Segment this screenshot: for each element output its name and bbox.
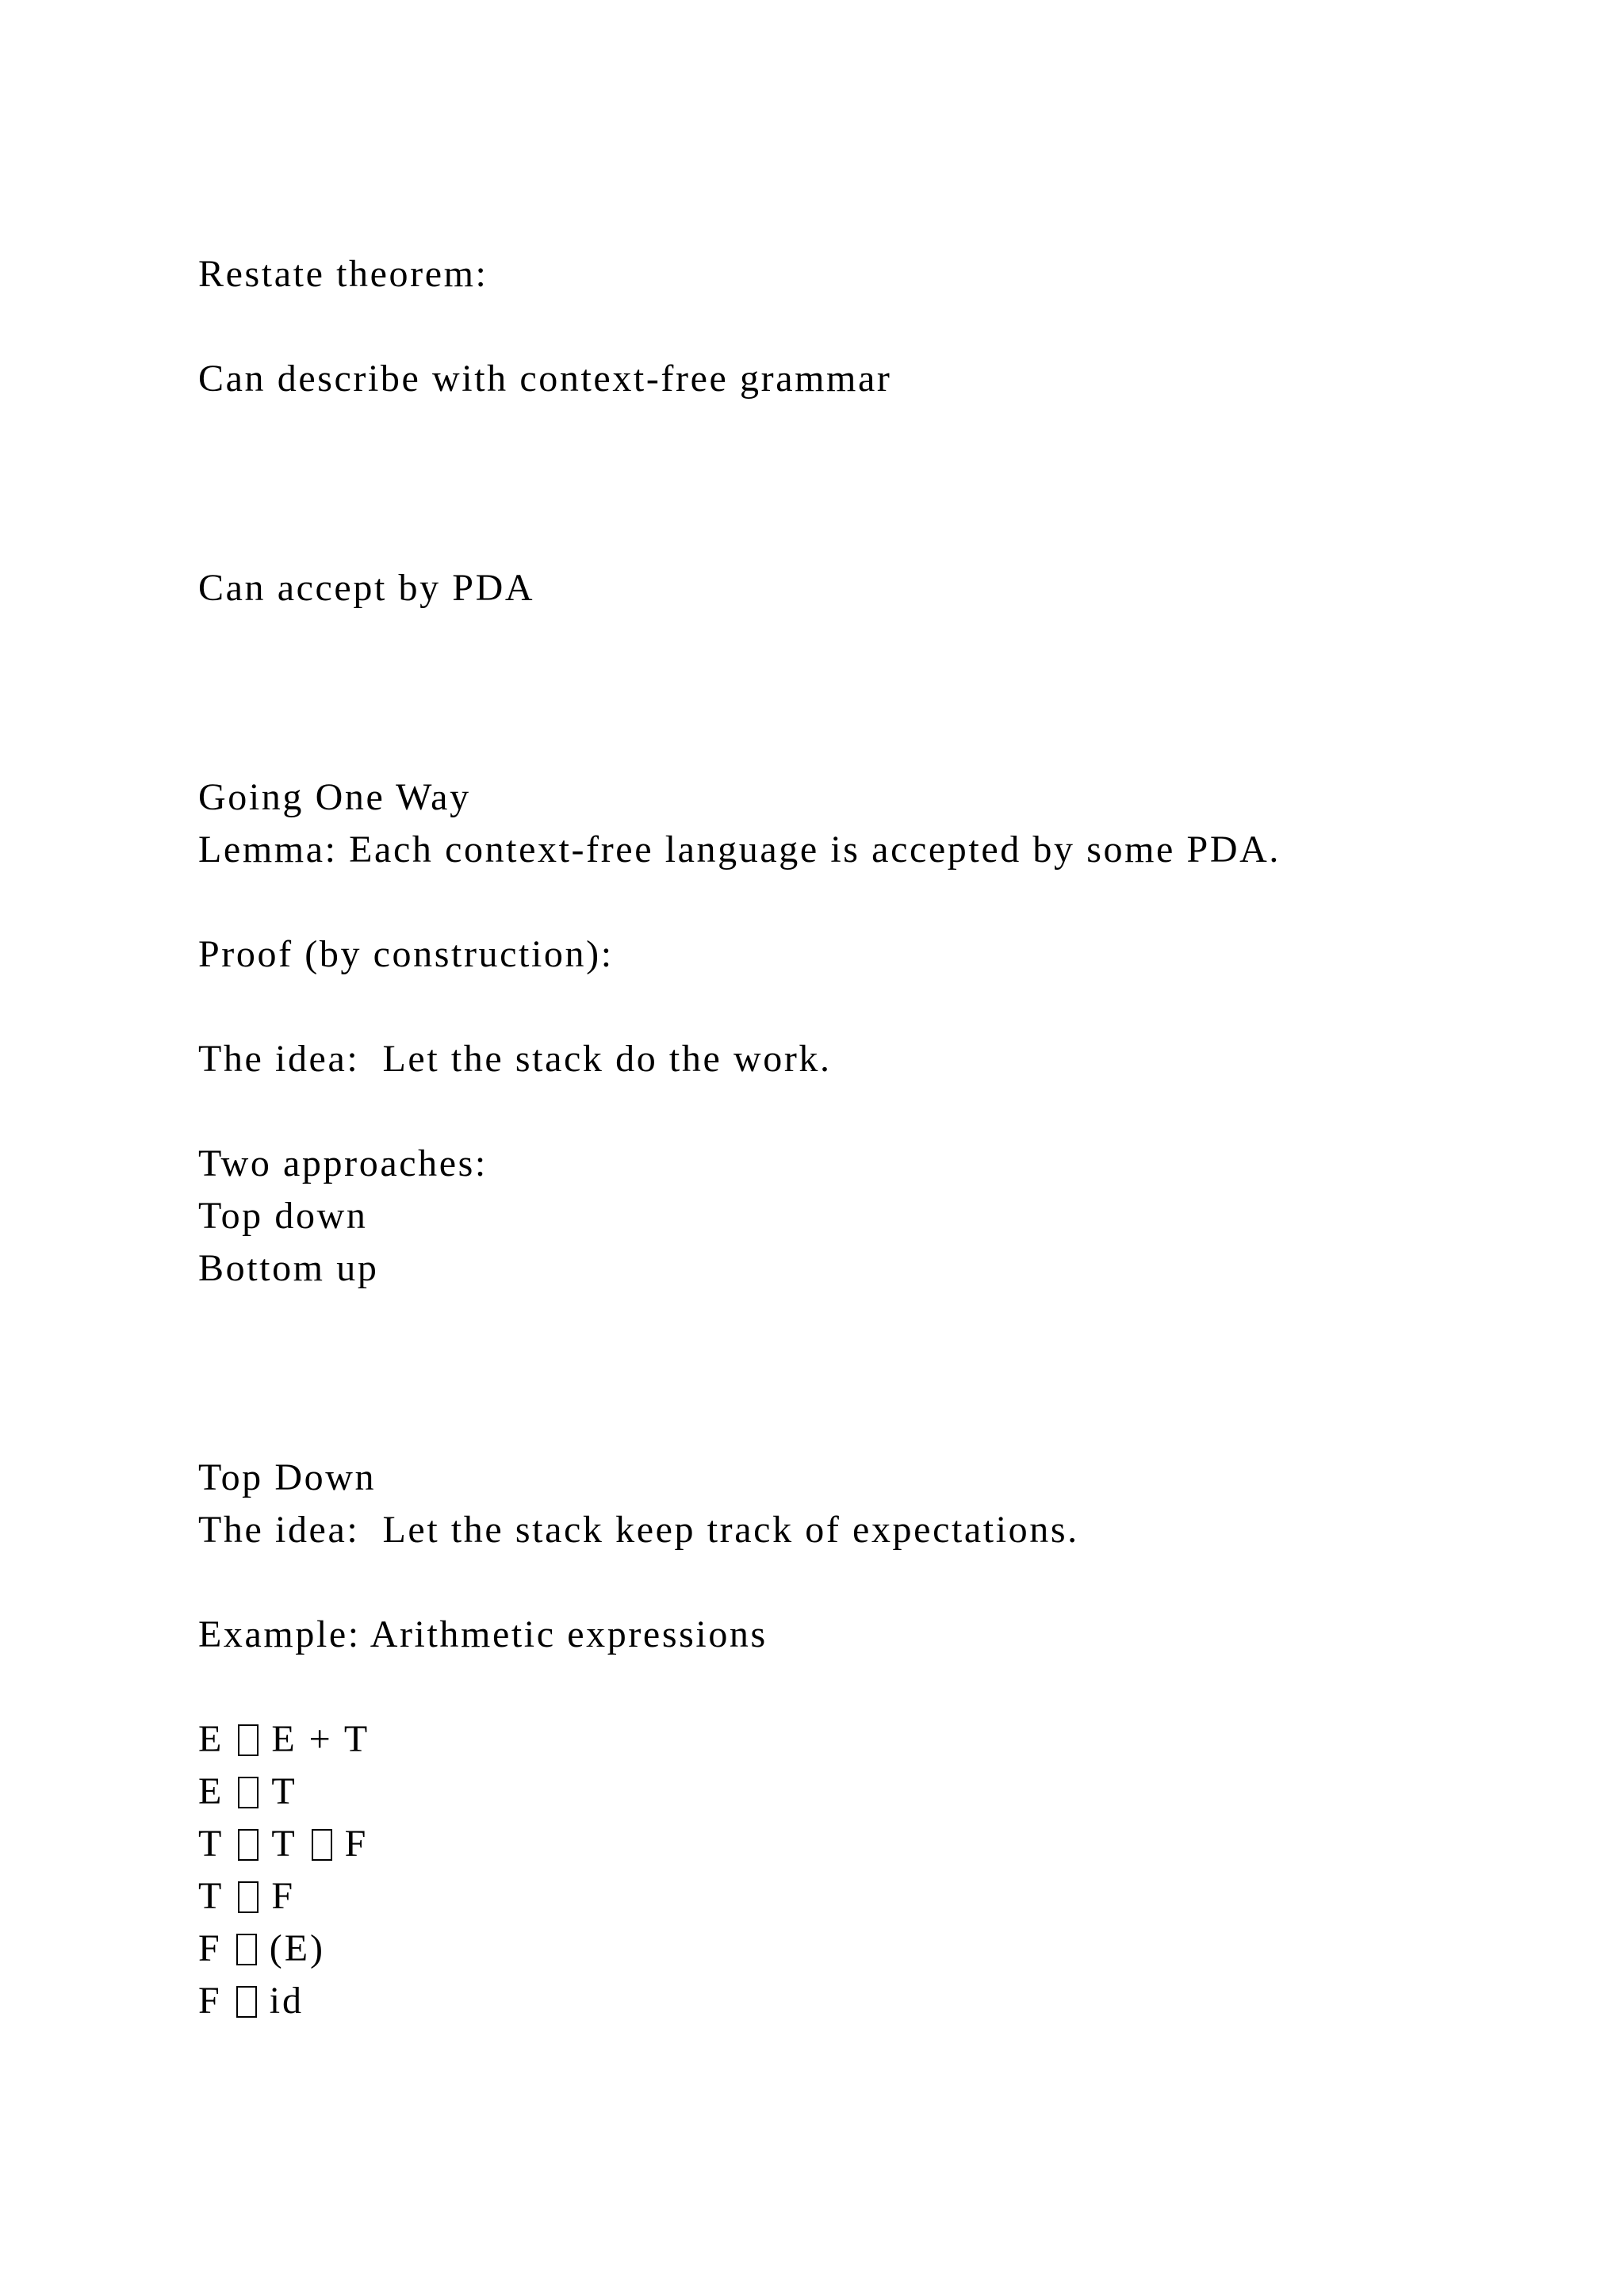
lemma-text: Lemma: Each context-free language is accepted by some PDA. bbox=[198, 828, 1281, 871]
arrow-icon bbox=[238, 1829, 259, 1861]
approaches-label: Two approaches: bbox=[198, 1142, 488, 1184]
approach-item: Top down bbox=[198, 1195, 368, 1237]
rule-lhs: E bbox=[198, 1770, 224, 1812]
rule-rhs: E + T bbox=[271, 1718, 370, 1760]
multiply-icon bbox=[312, 1829, 332, 1861]
arrow-icon bbox=[236, 1934, 257, 1965]
rule-lhs: T bbox=[198, 1823, 224, 1865]
proof-text: Proof (by construction): bbox=[198, 933, 614, 975]
going-one-way-heading: Going One Way bbox=[198, 776, 471, 818]
grammar-rule bbox=[198, 1977, 304, 2025]
pda-statement: Can accept by PDA bbox=[198, 567, 535, 609]
grammar-rule bbox=[198, 1925, 325, 1973]
rule-lhs: E bbox=[198, 1718, 224, 1760]
cfg-statement: Can describe with context-free grammar bbox=[198, 358, 892, 400]
top-down-idea: The idea: Let the stack keep track of expectations. bbox=[198, 1509, 1079, 1551]
rule-rhs: (E) bbox=[269, 1927, 325, 1969]
rule-rhs: id bbox=[269, 1980, 304, 2022]
rule-lhs: T bbox=[198, 1875, 224, 1917]
example-label: Example: Arithmetic expressions bbox=[198, 1613, 768, 1655]
rule-rhs: T bbox=[271, 1770, 297, 1812]
grammar-rule bbox=[198, 1716, 370, 1763]
arrow-icon bbox=[238, 1724, 259, 1756]
grammar-rule bbox=[198, 1820, 368, 1868]
rule-rhs: F bbox=[271, 1875, 296, 1917]
rule-rhs-right: F bbox=[344, 1823, 369, 1865]
approach-item: Bottom up bbox=[198, 1247, 379, 1289]
top-down-heading: Top Down bbox=[198, 1456, 377, 1498]
rule-rhs-left: T bbox=[271, 1823, 297, 1865]
restate-theorem-heading: Restate theorem: bbox=[198, 253, 488, 295]
arrow-icon bbox=[236, 1986, 257, 2018]
arrow-icon bbox=[238, 1881, 259, 1913]
grammar-rule bbox=[198, 1768, 297, 1816]
arrow-icon bbox=[238, 1777, 259, 1808]
rule-lhs: F bbox=[198, 1980, 222, 2022]
grammar-rule bbox=[198, 1873, 295, 1920]
idea-text: The idea: Let the stack do the work. bbox=[198, 1038, 832, 1080]
rule-lhs: F bbox=[198, 1927, 222, 1969]
